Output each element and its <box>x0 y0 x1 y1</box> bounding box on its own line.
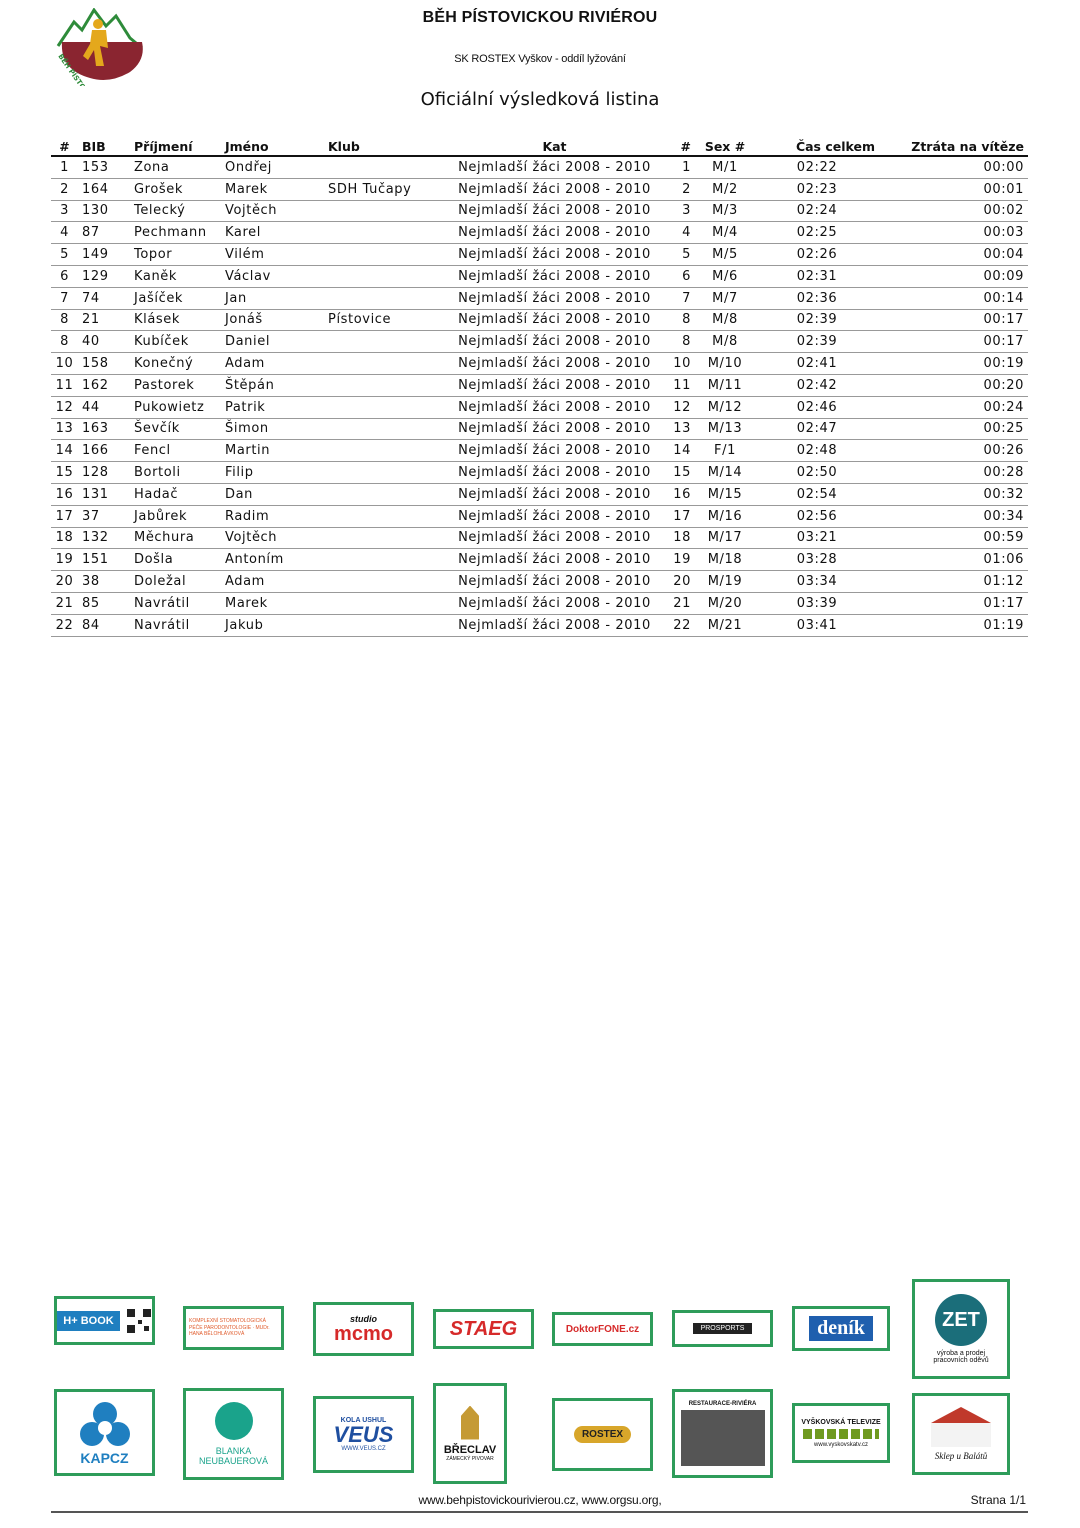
table-row <box>51 549 1028 571</box>
cell-club: Pístovice <box>324 309 448 331</box>
table-row <box>51 309 1028 331</box>
sponsor-kapcz: KAPCZ <box>54 1389 155 1476</box>
cell-club <box>324 505 448 527</box>
cell-category: Nejmladší žáci 2008 - 2010 <box>448 331 661 353</box>
cell-rank: 11 <box>51 374 78 396</box>
cell-club <box>324 265 448 287</box>
table-row <box>51 571 1028 593</box>
cell-sex-rank: M/8 <box>695 309 755 331</box>
cell-firstname: Václav <box>221 265 324 287</box>
cell-time-behind: 01:12 <box>879 571 1028 593</box>
cell-bib: 164 <box>78 178 130 200</box>
cell-surname: Topor <box>130 244 221 266</box>
results-body <box>51 156 1028 636</box>
cell-total-time: 02:39 <box>755 331 879 353</box>
cell-rank: 15 <box>51 462 78 484</box>
cell-time-behind: 00:09 <box>879 265 1028 287</box>
cell-category: Nejmladší žáci 2008 - 2010 <box>448 527 661 549</box>
cell-time-behind: 00:01 <box>879 178 1028 200</box>
cell-bib: 21 <box>78 309 130 331</box>
table-row <box>51 462 1028 484</box>
restaurant-photo <box>681 1410 765 1466</box>
cell-sex-rank: M/3 <box>695 200 755 222</box>
cell-sex-rank: M/5 <box>695 244 755 266</box>
sponsor-area <box>0 1275 1080 1495</box>
cell-category-rank: 22 <box>661 614 695 636</box>
cell-club <box>324 244 448 266</box>
cell-bib: 158 <box>78 353 130 375</box>
house-icon <box>931 1407 991 1447</box>
cell-category-rank: 18 <box>661 527 695 549</box>
cell-total-time: 02:41 <box>755 353 879 375</box>
cell-total-time: 03:39 <box>755 592 879 614</box>
cell-club <box>324 222 448 244</box>
footer-divider <box>51 1511 1028 1513</box>
sponsor-hbook <box>54 1296 155 1345</box>
cell-category: Nejmladší žáci 2008 - 2010 <box>448 353 661 375</box>
cell-sex-rank: M/21 <box>695 614 755 636</box>
col-total-time: Čas celkem <box>755 137 879 156</box>
sponsor-blanka: BLANKA NEUBAUEROVÁ <box>183 1388 284 1480</box>
sponsor-mcmo: studio mcmo <box>313 1302 414 1356</box>
cell-club <box>324 483 448 505</box>
cell-sex-rank: M/14 <box>695 462 755 484</box>
table-row <box>51 178 1028 200</box>
cell-total-time: 02:54 <box>755 483 879 505</box>
cell-bib: 44 <box>78 396 130 418</box>
cell-club <box>324 462 448 484</box>
qr-code-icon <box>126 1308 152 1334</box>
cell-firstname: Jakub <box>221 614 324 636</box>
cell-surname: Kubíček <box>130 331 221 353</box>
cell-category-rank: 7 <box>661 287 695 309</box>
cell-category-rank: 1 <box>661 156 695 178</box>
cell-firstname: Adam <box>221 571 324 593</box>
cell-sex-rank: M/13 <box>695 418 755 440</box>
cell-total-time: 02:36 <box>755 287 879 309</box>
cell-bib: 149 <box>78 244 130 266</box>
cell-time-behind: 01:06 <box>879 549 1028 571</box>
cell-bib: 37 <box>78 505 130 527</box>
cell-surname: Pastorek <box>130 374 221 396</box>
table-row <box>51 353 1028 375</box>
table-row <box>51 483 1028 505</box>
table-row <box>51 374 1028 396</box>
cell-rank: 12 <box>51 396 78 418</box>
cell-total-time: 03:34 <box>755 571 879 593</box>
cell-category: Nejmladší žáci 2008 - 2010 <box>448 200 661 222</box>
castle-icon <box>455 1406 485 1440</box>
cell-time-behind: 00:17 <box>879 331 1028 353</box>
cell-sex-rank: M/16 <box>695 505 755 527</box>
cell-firstname: Vojtěch <box>221 527 324 549</box>
cell-club: SDH Tučapy <box>324 178 448 200</box>
tooth-icon <box>215 1402 253 1440</box>
table-row <box>51 156 1028 178</box>
table-row <box>51 222 1028 244</box>
cell-firstname: Jonáš <box>221 309 324 331</box>
sponsor-restaurace: RESTAURACE-RIVIÉRA <box>672 1389 773 1478</box>
cell-firstname: Patrik <box>221 396 324 418</box>
cell-sex-rank: F/1 <box>695 440 755 462</box>
cell-category: Nejmladší žáci 2008 - 2010 <box>448 287 661 309</box>
table-row <box>51 614 1028 636</box>
cell-surname: Konečný <box>130 353 221 375</box>
cell-sex-rank: M/11 <box>695 374 755 396</box>
cell-surname: Fencl <box>130 440 221 462</box>
cell-category-rank: 14 <box>661 440 695 462</box>
cell-sex-rank: M/8 <box>695 331 755 353</box>
cell-club <box>324 571 448 593</box>
cell-surname: Pukowietz <box>130 396 221 418</box>
cell-rank: 4 <box>51 222 78 244</box>
cell-total-time: 02:48 <box>755 440 879 462</box>
cell-time-behind: 00:04 <box>879 244 1028 266</box>
cell-time-behind: 00:14 <box>879 287 1028 309</box>
cell-surname: Navrátil <box>130 614 221 636</box>
cell-category-rank: 8 <box>661 309 695 331</box>
cell-category: Nejmladší žáci 2008 - 2010 <box>448 592 661 614</box>
cell-bib: 38 <box>78 571 130 593</box>
cell-total-time: 03:21 <box>755 527 879 549</box>
document-heading: Oficiální výsledková listina <box>420 89 660 110</box>
sponsor-prosports: PROSPORTS <box>672 1310 773 1347</box>
cell-category-rank: 2 <box>661 178 695 200</box>
col-sex-rank: Sex # <box>695 137 755 156</box>
cell-surname: Kaněk <box>130 265 221 287</box>
table-row <box>51 396 1028 418</box>
cell-time-behind: 00:59 <box>879 527 1028 549</box>
cell-club <box>324 331 448 353</box>
col-firstname: Jméno <box>221 137 324 156</box>
col-bib: BIB <box>78 137 130 156</box>
cell-bib: 163 <box>78 418 130 440</box>
cell-category: Nejmladší žáci 2008 - 2010 <box>448 614 661 636</box>
cell-total-time: 02:39 <box>755 309 879 331</box>
cell-firstname: Antoním <box>221 549 324 571</box>
footer-urls: www.behpistovickourivierou.cz, www.orgsu.org, <box>418 1493 662 1507</box>
cell-bib: 87 <box>78 222 130 244</box>
cell-sex-rank: M/4 <box>695 222 755 244</box>
cell-rank: 18 <box>51 527 78 549</box>
cell-time-behind: 00:03 <box>879 222 1028 244</box>
cell-time-behind: 00:00 <box>879 156 1028 178</box>
cell-sex-rank: M/15 <box>695 483 755 505</box>
cell-category: Nejmladší žáci 2008 - 2010 <box>448 374 661 396</box>
cell-firstname: Štěpán <box>221 374 324 396</box>
cell-time-behind: 00:25 <box>879 418 1028 440</box>
cell-bib: 128 <box>78 462 130 484</box>
cell-surname: Měchura <box>130 527 221 549</box>
cell-surname: Navrátil <box>130 592 221 614</box>
sponsor-staeg: STAEG <box>433 1309 534 1349</box>
cell-bib: 153 <box>78 156 130 178</box>
cell-category-rank: 4 <box>661 222 695 244</box>
cell-rank: 2 <box>51 178 78 200</box>
cell-total-time: 02:56 <box>755 505 879 527</box>
cell-category: Nejmladší žáci 2008 - 2010 <box>448 440 661 462</box>
table-row <box>51 527 1028 549</box>
cell-firstname: Martin <box>221 440 324 462</box>
cell-category: Nejmladší žáci 2008 - 2010 <box>448 244 661 266</box>
table-row <box>51 418 1028 440</box>
cell-category-rank: 6 <box>661 265 695 287</box>
col-category-rank: # <box>661 137 695 156</box>
page-number: Strana 1/1 <box>970 1493 1026 1507</box>
cell-category-rank: 20 <box>661 571 695 593</box>
table-row <box>51 331 1028 353</box>
hbook-logo: H+ BOOK <box>57 1311 119 1331</box>
col-surname: Příjmení <box>130 137 221 156</box>
cell-rank: 7 <box>51 287 78 309</box>
cell-bib: 85 <box>78 592 130 614</box>
cell-sex-rank: M/19 <box>695 571 755 593</box>
cell-total-time: 03:41 <box>755 614 879 636</box>
cell-rank: 16 <box>51 483 78 505</box>
cell-category: Nejmladší žáci 2008 - 2010 <box>448 396 661 418</box>
cell-surname: Zona <box>130 156 221 178</box>
table-row <box>51 440 1028 462</box>
cell-category: Nejmladší žáci 2008 - 2010 <box>448 222 661 244</box>
cell-club <box>324 353 448 375</box>
cell-bib: 129 <box>78 265 130 287</box>
cell-club <box>324 200 448 222</box>
cell-surname: Jabůrek <box>130 505 221 527</box>
cell-total-time: 02:25 <box>755 222 879 244</box>
cell-bib: 40 <box>78 331 130 353</box>
cell-firstname: Adam <box>221 353 324 375</box>
cell-surname: Došla <box>130 549 221 571</box>
cell-sex-rank: M/12 <box>695 396 755 418</box>
sponsor-dental: KOMPLEXNÍ STOMATOLOGICKÁ PÉČE PARODONTOLOGIE · MUDr. HANA BĚLOHLÁVKOVÁ <box>183 1306 284 1350</box>
table-row <box>51 200 1028 222</box>
sponsor-breclav: BŘECLAV ZÁMECKÝ PIVOVAR <box>433 1383 507 1484</box>
kapcz-logo-icon <box>77 1400 133 1450</box>
cell-firstname: Marek <box>221 178 324 200</box>
cell-category-rank: 12 <box>661 396 695 418</box>
cell-total-time: 02:46 <box>755 396 879 418</box>
col-time-behind: Ztráta na vítěze <box>879 137 1028 156</box>
cell-category-rank: 15 <box>661 462 695 484</box>
table-row <box>51 505 1028 527</box>
cell-rank: 6 <box>51 265 78 287</box>
cell-surname: Hadač <box>130 483 221 505</box>
cell-sex-rank: M/2 <box>695 178 755 200</box>
cell-club <box>324 592 448 614</box>
cell-total-time: 02:47 <box>755 418 879 440</box>
cell-firstname: Jan <box>221 287 324 309</box>
cell-total-time: 02:22 <box>755 156 879 178</box>
cell-rank: 8 <box>51 309 78 331</box>
cell-rank: 20 <box>51 571 78 593</box>
cell-rank: 1 <box>51 156 78 178</box>
vtv-bar-icon <box>803 1429 879 1439</box>
cell-category: Nejmladší žáci 2008 - 2010 <box>448 571 661 593</box>
cell-bib: 151 <box>78 549 130 571</box>
cell-surname: Pechmann <box>130 222 221 244</box>
cell-time-behind: 00:19 <box>879 353 1028 375</box>
cell-category: Nejmladší žáci 2008 - 2010 <box>448 309 661 331</box>
cell-rank: 8 <box>51 331 78 353</box>
sponsor-vtv: VYŠKOVSKÁ TELEVIZE www.vyskovskatv.cz <box>792 1403 890 1463</box>
cell-category: Nejmladší žáci 2008 - 2010 <box>448 178 661 200</box>
cell-surname: Ševčík <box>130 418 221 440</box>
cell-time-behind: 00:17 <box>879 309 1028 331</box>
sponsor-zet: ZET výroba a prodej pracovních oděvů <box>912 1279 1010 1379</box>
cell-category: Nejmladší žáci 2008 - 2010 <box>448 156 661 178</box>
cell-rank: 17 <box>51 505 78 527</box>
cell-surname: Grošek <box>130 178 221 200</box>
cell-rank: 14 <box>51 440 78 462</box>
cell-total-time: 02:24 <box>755 200 879 222</box>
cell-category: Nejmladší žáci 2008 - 2010 <box>448 418 661 440</box>
cell-category-rank: 5 <box>661 244 695 266</box>
cell-rank: 19 <box>51 549 78 571</box>
cell-time-behind: 00:26 <box>879 440 1028 462</box>
cell-firstname: Daniel <box>221 331 324 353</box>
cell-firstname: Ondřej <box>221 156 324 178</box>
cell-club <box>324 418 448 440</box>
cell-category: Nejmladší žáci 2008 - 2010 <box>448 265 661 287</box>
cell-sex-rank: M/1 <box>695 156 755 178</box>
col-club: Klub <box>324 137 448 156</box>
sponsor-rostex: ROSTEX <box>552 1398 653 1471</box>
cell-time-behind: 00:20 <box>879 374 1028 396</box>
table-row <box>51 287 1028 309</box>
cell-firstname: Šimon <box>221 418 324 440</box>
cell-time-behind: 00:34 <box>879 505 1028 527</box>
cell-club <box>324 440 448 462</box>
table-row <box>51 592 1028 614</box>
cell-total-time: 02:42 <box>755 374 879 396</box>
cell-sex-rank: M/17 <box>695 527 755 549</box>
cell-category: Nejmladší žáci 2008 - 2010 <box>448 505 661 527</box>
cell-bib: 74 <box>78 287 130 309</box>
cell-sex-rank: M/7 <box>695 287 755 309</box>
cell-rank: 3 <box>51 200 78 222</box>
cell-time-behind: 00:02 <box>879 200 1028 222</box>
event-title: BĚH PÍSTOVICKOU RIVIÉROU <box>422 9 658 26</box>
cell-club <box>324 396 448 418</box>
sponsor-doktorfone: DoktorFONE.cz <box>552 1312 653 1346</box>
organizer-subtitle: SK ROSTEX Vyškov - oddíl lyžování <box>454 53 626 65</box>
cell-firstname: Radim <box>221 505 324 527</box>
cell-category: Nejmladší žáci 2008 - 2010 <box>448 483 661 505</box>
cell-time-behind: 00:24 <box>879 396 1028 418</box>
cell-surname: Telecký <box>130 200 221 222</box>
cell-surname: Klásek <box>130 309 221 331</box>
zet-logo: ZET <box>935 1294 987 1346</box>
cell-time-behind: 00:28 <box>879 462 1028 484</box>
cell-surname: Jašíček <box>130 287 221 309</box>
cell-category: Nejmladší žáci 2008 - 2010 <box>448 549 661 571</box>
cell-club <box>324 287 448 309</box>
cell-category-rank: 8 <box>661 331 695 353</box>
cell-club <box>324 374 448 396</box>
cell-total-time: 02:50 <box>755 462 879 484</box>
cell-surname: Bortoli <box>130 462 221 484</box>
table-row <box>51 265 1028 287</box>
cell-total-time: 02:26 <box>755 244 879 266</box>
cell-sex-rank: M/20 <box>695 592 755 614</box>
cell-sex-rank: M/6 <box>695 265 755 287</box>
cell-rank: 22 <box>51 614 78 636</box>
cell-rank: 5 <box>51 244 78 266</box>
cell-rank: 13 <box>51 418 78 440</box>
cell-category-rank: 10 <box>661 353 695 375</box>
table-row <box>51 244 1028 266</box>
cell-club <box>324 527 448 549</box>
cell-firstname: Marek <box>221 592 324 614</box>
cell-category-rank: 13 <box>661 418 695 440</box>
cell-bib: 84 <box>78 614 130 636</box>
cell-time-behind: 00:32 <box>879 483 1028 505</box>
sponsor-denik: deník <box>792 1306 890 1351</box>
cell-sex-rank: M/18 <box>695 549 755 571</box>
col-category: Kat <box>448 137 661 156</box>
cell-category: Nejmladší žáci 2008 - 2010 <box>448 462 661 484</box>
cell-category-rank: 17 <box>661 505 695 527</box>
cell-bib: 131 <box>78 483 130 505</box>
col-rank: # <box>51 137 78 156</box>
cell-time-behind: 01:17 <box>879 592 1028 614</box>
cell-category-rank: 16 <box>661 483 695 505</box>
sponsor-veus: KOLA USHUL VEUS WWW.VEUS.CZ <box>313 1396 414 1473</box>
cell-club <box>324 549 448 571</box>
cell-total-time: 02:31 <box>755 265 879 287</box>
cell-category-rank: 21 <box>661 592 695 614</box>
cell-total-time: 02:23 <box>755 178 879 200</box>
cell-firstname: Dan <box>221 483 324 505</box>
sponsor-sklep: Sklep u Balátů <box>912 1393 1010 1475</box>
cell-firstname: Filip <box>221 462 324 484</box>
cell-bib: 132 <box>78 527 130 549</box>
cell-category-rank: 3 <box>661 200 695 222</box>
table-header-row <box>51 137 1028 156</box>
cell-rank: 21 <box>51 592 78 614</box>
cell-sex-rank: M/10 <box>695 353 755 375</box>
cell-club <box>324 156 448 178</box>
cell-total-time: 03:28 <box>755 549 879 571</box>
cell-bib: 166 <box>78 440 130 462</box>
cell-club <box>324 614 448 636</box>
cell-category-rank: 19 <box>661 549 695 571</box>
cell-firstname: Karel <box>221 222 324 244</box>
cell-rank: 10 <box>51 353 78 375</box>
results-table <box>51 137 1028 637</box>
cell-bib: 162 <box>78 374 130 396</box>
cell-bib: 130 <box>78 200 130 222</box>
cell-time-behind: 01:19 <box>879 614 1028 636</box>
cell-surname: Doležal <box>130 571 221 593</box>
cell-category-rank: 11 <box>661 374 695 396</box>
cell-firstname: Vojtěch <box>221 200 324 222</box>
cell-firstname: Vilém <box>221 244 324 266</box>
